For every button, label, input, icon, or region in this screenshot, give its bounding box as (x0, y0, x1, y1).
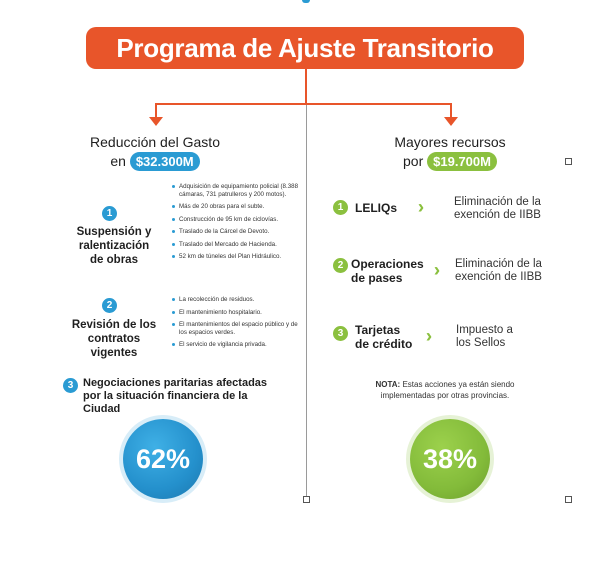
left-item-2-number: 2 (102, 298, 117, 313)
right-item-3-title: Tarjetas de crédito (355, 323, 413, 351)
arrow-right-icon (444, 117, 458, 126)
connector-right-drop (450, 103, 452, 118)
list-item: El mantenimientos del espacio público y de los espacios verdes. (172, 321, 300, 336)
note-text-1: Estas acciones ya están siendo (400, 380, 515, 389)
note-label: NOTA: (375, 380, 401, 389)
connector-horizontal (156, 103, 452, 105)
list-item: Traslado de la Cárcel de Devoto. (172, 228, 300, 236)
left-heading-prefix: en (110, 153, 126, 169)
connector-left-drop (155, 103, 157, 118)
right-heading-prefix: por (403, 153, 424, 169)
right-heading (365, 134, 535, 171)
list-item: Más de 20 obras para el subte. (172, 203, 300, 211)
right-item-1-title: LELIQs (355, 201, 398, 215)
left-percent-value: 62% (135, 443, 191, 474)
left-item-3-title: Negociaciones paritarias afectadas por la situación financiera de la Ciudad (83, 377, 268, 415)
right-item-3-number: 3 (333, 326, 348, 341)
top-mark (302, 0, 310, 3)
list-item: El servicio de vigilancia privada. (172, 341, 300, 349)
left-item-2-title: Revisión de los contratos vigentes (71, 319, 157, 359)
selection-handle[interactable] (565, 496, 572, 503)
left-item-1-title: Suspensión y ralentización de obras (76, 226, 152, 266)
right-item-1-number: 1 (333, 200, 348, 215)
left-item-2-bullets (172, 296, 300, 349)
center-divider (306, 68, 307, 498)
list-item: Construcción de 95 km de ciclovías. (172, 216, 300, 224)
right-item-2-title: Operaciones de pases (351, 257, 424, 285)
left-heading-title: Reducción del Gasto (90, 134, 220, 150)
left-percent-circle (123, 419, 203, 499)
right-percent-circle (410, 419, 490, 499)
right-amount-badge: $19.700M (427, 152, 497, 171)
list-item: Adquisición de equipamiento policial (8.388 cámaras, 731 patrulleros y 200 motos). (172, 183, 300, 198)
title-banner (86, 27, 524, 69)
page-title: Programa de Ajuste Transitorio (116, 32, 494, 63)
right-item-1-desc: Eliminación de la exención de IIBB (454, 196, 541, 221)
right-item-3-desc: Impuesto a los Sellos (456, 324, 513, 349)
left-item-1-bullets (172, 183, 300, 261)
right-percent-value: 38% (422, 443, 478, 474)
left-amount-badge: $32.300M (130, 152, 200, 171)
list-item: Traslado del Mercado de Hacienda. (172, 241, 300, 249)
right-item-2-desc: Eliminación de la exención de IIBB (455, 258, 542, 283)
connector-center-top (305, 68, 307, 104)
selection-handle[interactable] (303, 496, 310, 503)
list-item: La recolección de residuos. (172, 296, 300, 304)
arrow-left-icon (149, 117, 163, 126)
note (345, 379, 545, 401)
left-heading (70, 134, 240, 171)
left-item-1-number: 1 (102, 206, 117, 221)
selection-handle[interactable] (565, 158, 572, 165)
note-text-2: implementadas por otras provincias. (380, 391, 510, 400)
list-item: El mantenimiento hospitalario. (172, 309, 300, 317)
left-item-3-number: 3 (63, 378, 78, 393)
right-item-2-number: 2 (333, 258, 348, 273)
right-heading-title: Mayores recursos (394, 134, 506, 150)
list-item: 52 km de túneles del Plan Hidráulico. (172, 253, 300, 261)
